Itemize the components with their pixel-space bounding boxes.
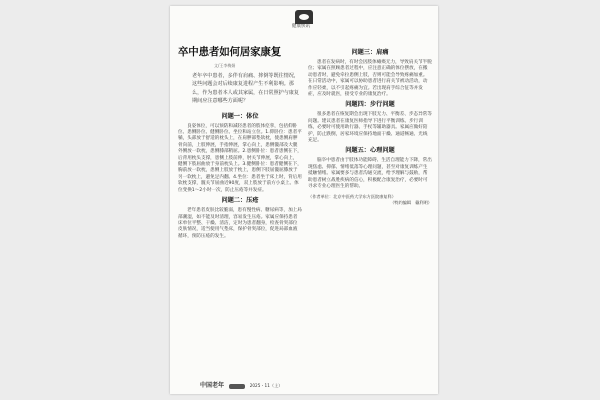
article-lead: 老年卒中患者，多伴有肩痛、摔倒等既往情况，这些问题会对后续康复进程产生不利影响。那么，作为患者本人或其家属，在日常照护与康复期间应注意哪些方面呢？ [192,73,299,105]
section-heading-1: 问题一：体位 [221,112,259,120]
magazine-logo [290,10,318,30]
logo-text: 健康快讯 [292,24,310,29]
author-affiliation: （作者单位：北京中医药大学东方医院康复科） [308,193,396,199]
section-heading-4: 问题四：步行问题 [345,101,395,109]
footer-bar-icon [229,384,245,389]
section-heading-3: 问题三：肩痛 [351,49,389,56]
footer-issue: 2025・11（上） [249,383,283,388]
section-heading-2: 问题二：压疮 [221,197,259,205]
section-heading-5: 问题五：心理问题 [345,147,395,155]
article-title: 卒中患者如何居家康复 [178,46,281,58]
article-author: 文/王李梅娟 [214,63,236,68]
right-column [308,46,432,206]
section-1-paragraph: 良姿体位，可以预防和减轻患者的肢体痉挛，包括仰卧位、患侧卧位、健侧卧位、坐位和站立位。1.仰卧位：患者平躺，头部放于舒适的枕头上，在肩胛部垫软枕，使患侧肩胛骨向前，上肢伸展，手指伸展，掌心向上，患侧髋部及大腿外侧放一软枕，患侧膝部稍屈。2.患侧卧位：患者患侧在下，后背用枕头支撑，患侧上肢前伸，肘关节伸展，掌心向上，健侧下肢屈曲放于身前枕头上。3.健侧卧位：患者健侧在下，胸前放一软枕，患侧上肢放于枕上，患侧下肢屈髋屈膝放于另一软枕上，避免足内翻。4.坐位：患者坐于床上时，背后用软枕支撑，髋关节屈曲近90度，双上肢放于前方小桌上。体位变换1～2小时一次，防止压疮等并发症。 [178,123,302,193]
left-column [178,46,302,240]
footer-brand: 中国老年 [200,382,225,389]
magazine-page [170,6,438,394]
section-3-paragraph: 患者在发病时，有时会因肢体瘫痪无力，导致肩关节半脱位；家属在照顾患者过程中，应注意正确的体位摆放，在搬动患者时，避免牵拉患侧上肢，否则可能会导致疼痛加重。在日常活动中，家属可以协助患者进行肩关节被动活动，动作应轻柔，以不引起疼痛为宜。若出现肩手综合征等并发症，应及时就医，接受专业的康复治疗。 [308,60,432,98]
page-footer [200,380,282,389]
section-2-paragraph: 老年患者皮肤比较脆弱，患有慢性病、糖尿病等，加上局部潮湿，如不能及时清理，容易发生压疮。家属应保持患者床单位平整、干燥、清洁，定时为患者翻身，检查骨突部位皮肤情况，适当使用气垫床，保护骨突部位，促进局部血液循环，预防压疮的发生。 [178,208,302,239]
section-4-paragraph: 很多患者在恢复期会出现下肢无力、平衡差、步态异常等问题。建议患者在康复医师指导下进行平衡训练、步行训练，必要时可使用助行器、手杖等辅助器具。家属应做好陪护，防止跌倒，居家环境应保持地面干燥、通道畅通、光线充足。 [308,112,432,144]
editor-credit: （特约编辑 戴利明） [390,199,432,205]
section-5-paragraph: 脑卒中患者由于肢体功能障碍、生活自理能力下降，常出现焦虑、抑郁、情绪低落等心理问题，甚至对康复训练产生抵触情绪。家属要多与患者沟通交流，给予理解与鼓励，帮助患者树立战胜疾病的信心，积极配合康复治疗，必要时可寻求专业心理医生的帮助。 [308,158,432,190]
logo-emblem-icon [295,10,313,24]
